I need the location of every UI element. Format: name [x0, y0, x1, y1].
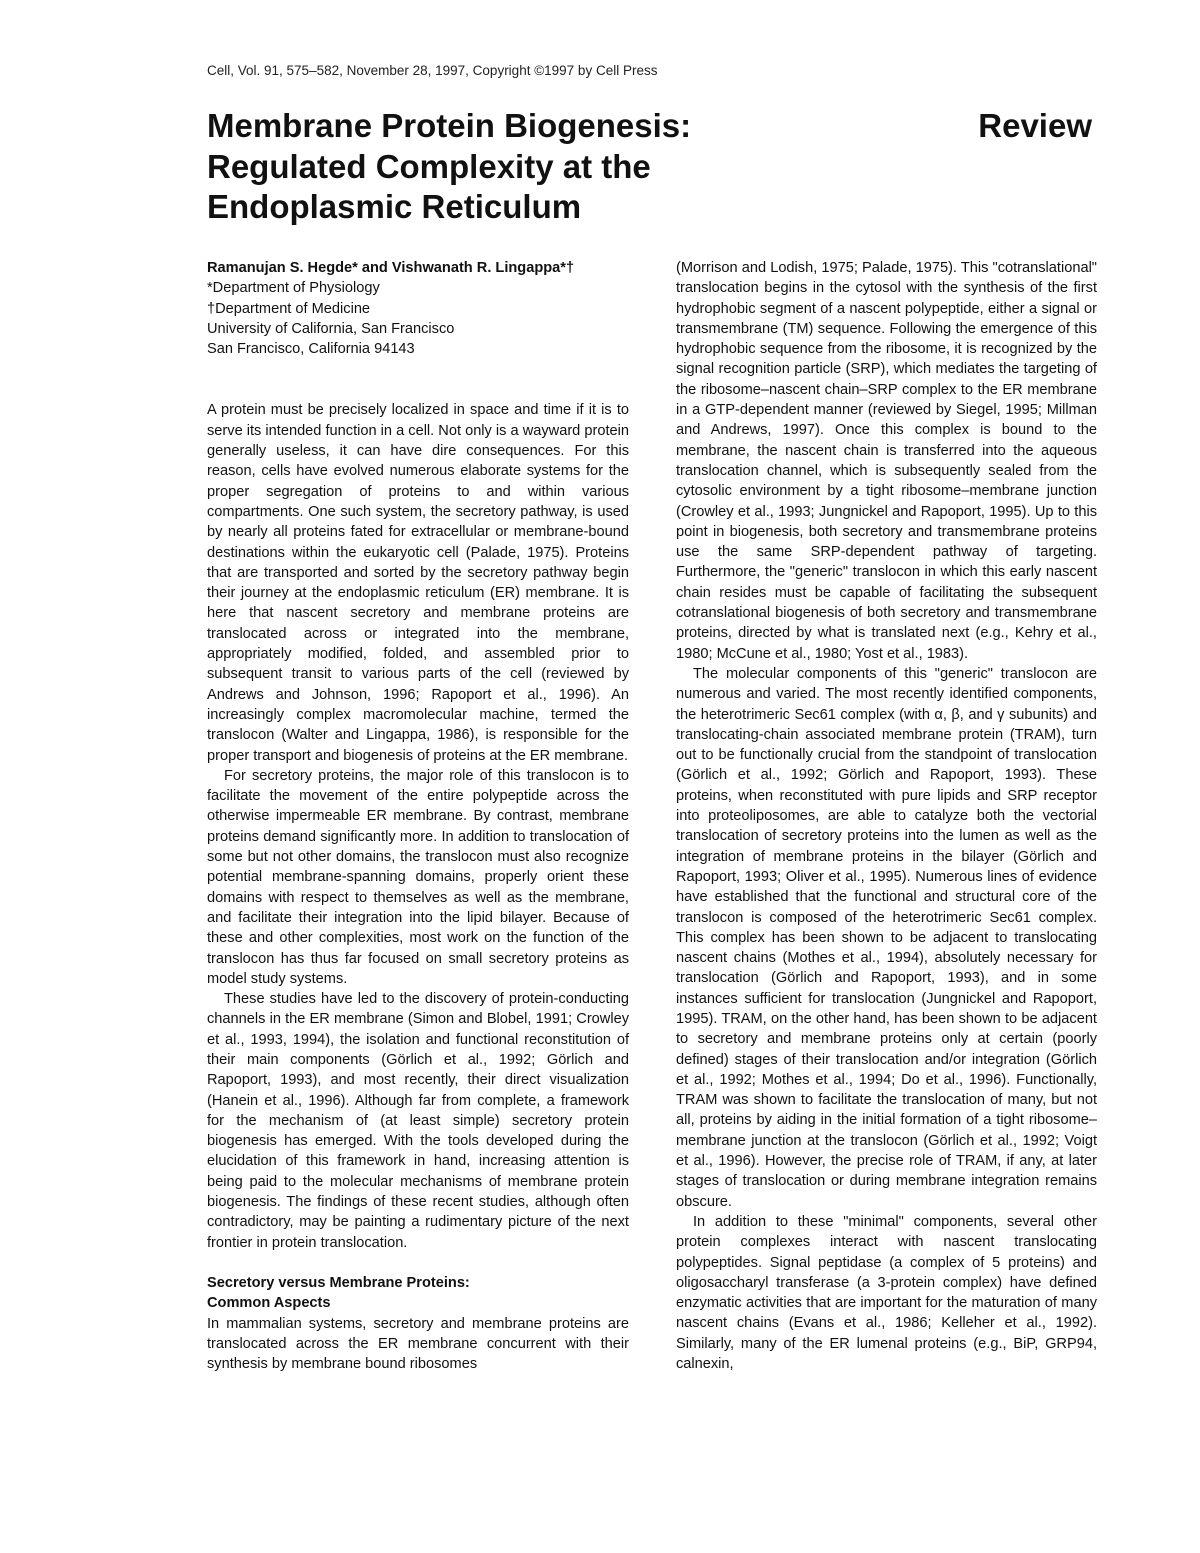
- affiliation-line: San Francisco, California 94143: [207, 341, 415, 358]
- section-heading-line: Secretory versus Membrane Proteins:: [207, 1274, 470, 1291]
- body-paragraph: In mammalian systems, secretory and membrane proteins are translocated across the ER membrane concurrent with their synthesis by membrane bound ribosomes: [207, 1315, 629, 1373]
- author-block: [207, 258, 629, 359]
- affiliation-line: University of California, San Francisco: [207, 320, 455, 337]
- title-line: Membrane Protein Biogenesis:: [207, 107, 692, 144]
- section-heading: [207, 1273, 629, 1314]
- body-paragraph: For secretory proteins, the major role of this translocon is to facilitate the movement of the entire polypeptide across the otherwise impermeable ER membrane. By contrast, membrane proteins demand significantly more. In addition to translocation of some but not other domains, the translocon must also recognize potential membrane-spanning domains, properly orient these domains with respect to themselves as well as the membrane, and facilitate their integration into the lipid bilayer. Because of these and other complexities, most work on the function of the translocon has thus far focused on small secretory proteins as model study systems.: [207, 767, 629, 987]
- body-paragraph: In addition to these "minimal" components, several other protein complexes interact with nascent translocating polypeptides. Signal peptidase (a complex of 5 proteins) and oligosaccharyl transferase (a 3-protein complex) have defined enzymatic activities that are important for the maturation of many nascent chains (Evans et al., 1986; Kelleher et al., 1992). Similarly, many of the ER lumenal proteins (e.g., BiP, GRP94, calnexin,: [676, 1213, 1097, 1373]
- title-line: Endoplasmic Reticulum: [207, 188, 582, 225]
- affiliation-line: *Department of Physiology: [207, 280, 380, 297]
- journal-citation: Cell, Vol. 91, 575–582, November 28, 1997, Copyright ©1997 by Cell Press: [207, 63, 658, 78]
- author-names: Ramanujan S. Hegde* and Vishwanath R. Lingappa*†: [207, 260, 575, 276]
- body-paragraph: (Morrison and Lodish, 1975; Palade, 1975). This "cotranslational" translocation begins in the cytosol with the synthesis of the first hydrophobic segment of a nascent polypeptide, either a signal or transmembrane (TM) sequence. Following the emergence of this hydrophobic sequence from the ribosome, it is recognized by the signal recognition particle (SRP), which mediates the targeting of the ribosome–nascent chain–SRP complex to the ER membrane in a GTP-dependent manner (reviewed by Siegel, 1995; Millman and Andrews, 1997). Once this complex is bound to the membrane, the nascent chain is transferred into the aqueous translocation channel, which is subsequently sealed from the cytosolic environment by a tight ribosome–membrane junction (Crowley et al., 1993; Jungnickel and Rapoport, 1995). Up to this point in biogenesis, both secretory and transmembrane proteins use the same SRP-dependent pathway of targeting. Furthermore, the "generic" translocon in which this early nascent chain resides must be capable of facilitating the subsequent cotranslational biogenesis of both secretory and transmembrane proteins, directed by what is translated next (e.g., Kehry et al., 1980; McCune et al., 1980; Yost et al., 1983).: [676, 260, 1097, 662]
- title-line: Regulated Complexity at the: [207, 147, 651, 185]
- article-type-label: Review: [978, 107, 1092, 144]
- affiliation-line: †Department of Medicine: [207, 300, 371, 317]
- body-paragraph: These studies have led to the discovery of protein-conducting channels in the ER membrane (Simon and Blobel, 1991; Crowley et al., 1993, 1994), the isolation and functional reconstitution of their main components (Görlich et al., 1992; Görlich and Rapoport, 1993), and most recently, their direct visualization (Hanein et al., 1996). Although far from complete, a framework for the mechanism of (at least simple) secretory protein biogenesis has emerged. With the tools developed during the elucidation of this framework in hand, increasing attention is being paid to the molecular mechanisms of membrane protein biogenesis. The findings of these recent studies, although often contradictory, may be painting a rudimentary picture of the next frontier in protein translocation.: [207, 991, 629, 1251]
- body-paragraph: A protein must be precisely localized in space and time if it is to serve its intended function in a cell. Not only is a wayward protein generally useless, it can have dire consequences. For this reason, cells have evolved numerous elaborate systems for the proper segregation of proteins to and within various compartments. One such system, the secretory pathway, is used by nearly all proteins fated for extracellular or membrane-bound destinations within the eukaryotic cell (Palade, 1975). Proteins that are transported and sorted by the secretory pathway begin their journey at the endoplasmic reticulum (ER) membrane. It is here that nascent secretory and membrane proteins are translocated across or integrated into the membrane, appropriately modified, folded, and assembled prior to subsequent transit to various parts of the cell (reviewed by Andrews and Johnson, 1996; Rapoport et al., 1996). An increasingly complex macromolecular machine, termed the translocon (Walter and Lingappa, 1986), is responsible for the proper transport and biogenesis of proteins at the ER membrane.: [207, 402, 629, 764]
- section-heading-line: Common Aspects: [207, 1295, 331, 1312]
- body-paragraph: The molecular components of this "generic" translocon are numerous and varied. The most recently identified components, the heterotrimeric Sec61 complex (with α, β, and γ subunits) and translocating-chain associated membrane protein (TRAM), turn out to be functionally crucial from the standpoint of translocation (Görlich et al., 1992; Görlich and Rapoport, 1993). These proteins, when reconstituted with pure lipids and SRP receptor into proteoliposomes, are able to catalyze both the vectorial translocation of secretory proteins into the lumen as well as the integration of membrane proteins in the bilayer (Görlich and Rapoport, 1993; Oliver et al., 1995). Numerous lines of evidence have established that the functional and structural core of the translocon is composed of the heterotrimeric Sec61 complex. This complex has been shown to be adjacent to translocating nascent chains (Mothes et al., 1994), absolutely necessary for translocation (Görlich and Rapoport, 1993), and in some instances sufficient for translocation (Jungnickel and Rapoport, 1995). TRAM, on the other hand, has been shown to be adjacent to secretory and membrane proteins only at certain (poorly defined) stages of their translocation and/or integration (Görlich et al., 1992; Mothes et al., 1994; Do et al., 1996). Functionally, TRAM was shown to facilitate the translocation of many, but not all, proteins by aiding in the initial formation of a tight ribosome–membrane junction at the translocon (Görlich et al., 1992; Voigt et al., 1996). However, the precise role of TRAM, if any, at later stages of translocation or during membrane integration remains obscure.: [676, 665, 1097, 1210]
- left-column: [207, 258, 629, 1374]
- article-title: [207, 106, 847, 228]
- right-column: [676, 258, 1097, 1374]
